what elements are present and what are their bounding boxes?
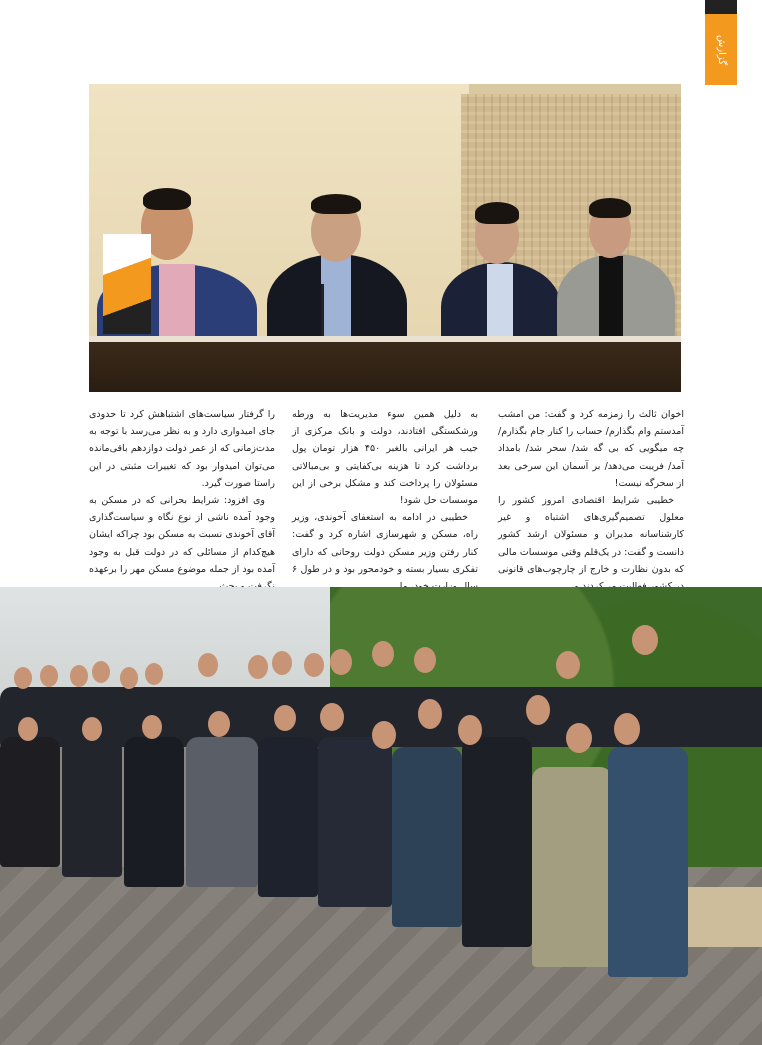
text-column-3 [89, 406, 275, 576]
paragraph: خطیبی شرایط اقتصادی امروز کشور را معلول تصمیم‌گیری‌های اشتباه و غیر کارشناسانه مدیران و مسئولان ارشد کشور دانست و گفت: در یک‌قلم وقتی موسسات مالی که بدون نظارت و خارج از چارچوب‌های قانونی [498, 495, 684, 575]
paragraph: وی افزود: شرایط بحرانی که در مسکن به وجود آمده ناشی از نوع نگاه و سیاست‌گذاری آقای آخوندی نسبت به مسکن بود چراکه ایشان هیچ‌کدام از مسائلی که در دولت قبل به وجود آمده بود از جمله موضوع مسکن مهر را برعهده [89, 495, 275, 575]
paragraph: خطیبی در ادامه به استعفای آخوندی، وزیر راه، مسکن و شهرسازی اشاره کرد و گفت: کنار رفتن وزیر مسکن دولت روحانی که دارای تفکری بسیار بسته و خودمحور بود و در طول ۶ [292, 512, 478, 575]
text-column-1 [498, 406, 684, 576]
group-photo [0, 587, 762, 1045]
section-tab [705, 0, 737, 85]
paragraph: به دلیل همین سوء مدیریت‌ها به ورطه ورشکستگی افتادند، دولت و بانک مرکزی از جیب هر ایرانی بالغبر ۴۵۰ هزار تومان پول برداشت کرد تا هزینه بی‌کفایتی و بی‌مبالاتی مسئولان را پرداخت کند و مشکل برخی از این موسسات حل شود! [292, 409, 478, 507]
section-tab-strip [705, 0, 737, 14]
press-conference-photo [89, 84, 681, 392]
text-column-2 [292, 406, 478, 576]
paragraph: را گرفتار سیاست‌های اشتباهش کرد تا حدودی جای امیدواری دارد و به نظر می‌رسد با توجه به مدت‌زمانی که از عمر دولت دوازدهم باقی‌مانده می‌توان امیدوار بود که تغییرات مثبتی در این راستا صورت گیرد. [89, 409, 275, 489]
paragraph: اخوان ثالث را زمزمه کرد و گفت: من امشب آمدستم وام بگذارم/ حساب را کنار جام بگذارم/ چه میگویی که بی گه شد/ سحر شد/ بامداد آمد/ فریبت می‌دهد/ بر آسمان این سرخی بعد از سحرگه نیست! [498, 409, 684, 489]
section-label: گزارش [716, 34, 727, 66]
flag-icon [103, 234, 151, 334]
